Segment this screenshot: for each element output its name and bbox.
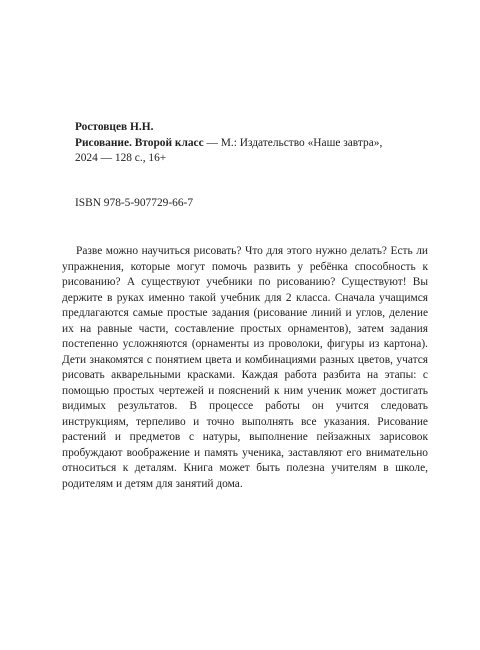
annotation-text: Разве можно научиться рисовать? Что для этого нужно делать? Есть ли упражнения, которые могут помочь развить у ребёнка способность к рисованию? А существуют учебники по рисованию? Существуют! Вы держите в руках именно такой учебник для 2 класса. Сначала учащимся предлагаются самые простые задания (рисование линий и углов, деление их на равные части, составление простых орнаментов), затем задания постепенно усложняются (орнаменты из проволоки, фигуры из картона). Дети знакомятся с понятием цвета и комбинациями разных цветов, учатся рисовать акварельными красками. Каждая работа разбита на этапы: с помощью простых чертежей и пояснений к ним ученик может достигать видимых результатов. В процессе работы он учится следовать инструкциям, терпеливо и точно выполнять все указания. Рисование растений и предметов с натуры, выполнение пейзажных зарисовок пробуждают воображение и память ученика, заставляют его внимательно относиться к деталям. Книга может быть полезна учителям в школе, родителям и детям для занятий дома.: [62, 245, 428, 490]
isbn-number: ISBN 978-5-907729-66-7: [75, 197, 194, 209]
book-annotation: [62, 244, 428, 492]
bibliographic-record: [75, 120, 395, 167]
author-name: Ростовцев Н.Н.: [75, 121, 154, 133]
author-line: [75, 120, 395, 136]
publisher-info: — М.: Издательство «Наше завтра»,: [203, 136, 383, 149]
book-title: Рисование. Второй класс: [75, 136, 204, 149]
title-line: [75, 136, 395, 152]
publication-details: 2024 — 128 с., 16+: [75, 152, 167, 164]
